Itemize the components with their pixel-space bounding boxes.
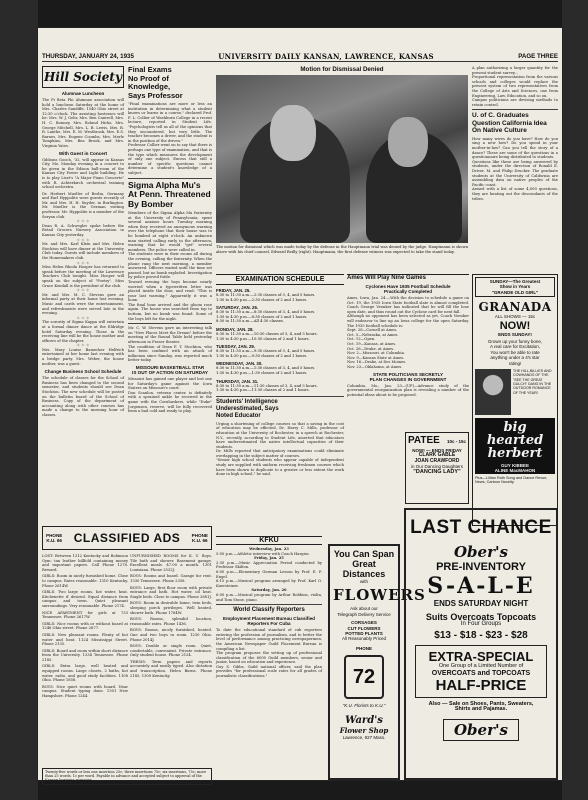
exam-day-label: MONDAY, JAN. 28. xyxy=(216,326,254,332)
granada-blurb-lines xyxy=(475,339,555,366)
patee-name: PATEE xyxy=(408,435,440,446)
blurb-line: rating! xyxy=(508,360,522,366)
subhead-line: Practically Completed xyxy=(384,289,432,294)
tagline-line: SUNDAY—The Greatest xyxy=(489,279,541,284)
exam-day-label: WEDNESDAY, JAN. 30. xyxy=(216,361,263,367)
schedule-item: Sept. 28—Cornell at Ames. xyxy=(347,328,398,333)
classified-title: CLASSIFIED ADS xyxy=(73,531,181,545)
classified-rates-note: Twenty-five words or less one insertion 25c; three insertions 75c; six insertions, 75c; more than 25 words, 1c per word. Payable in advance and accepted subject to approval of the Kansan business manager. xyxy=(42,768,212,785)
classified-phone-right xyxy=(192,533,208,543)
flowers-headline xyxy=(333,549,395,579)
headline-line: Great Distances xyxy=(342,559,386,579)
patee-theater-ad xyxy=(405,432,469,504)
kfku-line: 5:00 p.m.—Athletic interview with Coach Hargiss. xyxy=(216,551,310,556)
news-column-2 xyxy=(128,66,212,524)
students-intelligence-headline xyxy=(216,399,344,420)
article-paragraph: Although no opponent has been selected as yet, Coach Veenker will endeavor to line up an Iowa college for the open Saturday. The 1935 football schedule is: xyxy=(347,314,469,328)
obers-sale-ad xyxy=(404,508,558,780)
classified-ad: BOYS: Room in desirable home, twin beds, sleeping porch privileges. Well heated, shower bath. Phone 1764W. xyxy=(130,601,212,615)
schedule-item: Nov. 2—Missouri, at Columbia. xyxy=(347,351,405,356)
subhead-line: MISSOURI BASKETBALL STAR xyxy=(135,365,205,370)
newspaper-page[interactable] xyxy=(38,28,562,783)
ames-headline xyxy=(347,274,469,282)
product-line: All Reasonably Priced xyxy=(341,636,387,642)
flowers-products xyxy=(333,620,395,642)
patee-star: JOAN CRAWFORD xyxy=(414,457,460,464)
granada-now: NOW! xyxy=(499,319,531,332)
extra-group-items: OVERCOATS and TOPCOATS xyxy=(431,669,531,677)
section-divider: ＊ ＊ ＊ xyxy=(76,219,90,224)
article-paragraph: Members of the Sigma Alpha Mu fraternity at the University of Pennsylvania, spent several anxious hours Tuesday morning when they received an anonymous warning over the telephone that their house was to be bombed at eight o'clock. An unknown man started calling early in the afternoon, warning that he would "get" several members. The police were called in. xyxy=(128,211,212,252)
patee-in: in Our Dancing Daughters xyxy=(410,464,464,470)
flowers-slogan: "K.U. Florists to K.U." xyxy=(342,703,386,709)
section-divider: ＊ ＊ ＊ xyxy=(76,288,90,293)
last-chance-heading: LAST CHANCE xyxy=(410,517,552,538)
granada-portrait-row xyxy=(475,369,555,415)
classified-ad: LOST: Between 1312 Kentucky and Robinson Gym: tan leather billfold containing money and important papers. Call Phone 1278. Reward. xyxy=(42,554,128,572)
product-line: CORSAGES xyxy=(351,620,377,626)
exam-line: 1:30 to 4:30 p.m.—8:30 classes of 2 and 1 hours. xyxy=(216,314,308,319)
flowers-telegraph xyxy=(333,606,395,617)
flowers-phone-label: PHONE xyxy=(355,645,372,651)
ames-subhead xyxy=(347,284,469,294)
headline-line: Students' Intelligence xyxy=(216,398,278,405)
exam-line: 8:30 to 11:30 a.m.—9:30 classes of 3, 4, and 5 hours. xyxy=(216,349,316,354)
exam-schedule xyxy=(216,274,344,477)
schedule-item: Oct. 5—Nebraska, at Ames. xyxy=(347,332,399,337)
article-paragraph: "Final examinations are more or less an institution in determining what a student knows or learns in a course," declared Prof. F. L. Collier of Washburn College in a recent lecture, reported in Student Life. "Psychologists tell us all of the opinions that they encountered, but very little. The teacher becomes a driver, and the student is in the position of the driven." xyxy=(128,102,212,143)
headline-line: Question California Idea xyxy=(472,119,547,127)
extra-group-line: One Group of a Limited Number of xyxy=(438,663,524,670)
kfku-line: Wednesday, Jan. 23 xyxy=(249,547,289,551)
flowers-name: FLOWERS xyxy=(333,586,426,605)
classified-ad: GIRLS: Room in nicely furnished home. Close to campus. Rates reasonable. 1310 Kentucky. Phone 2614W. xyxy=(42,574,128,588)
classified-ad: BOYS: Double or single room. Quiet, comfortable, convenient. Private entrance. Only student house. Phone 2124. xyxy=(130,644,212,658)
granada-ends: ENDS SUNDAY! xyxy=(498,331,532,337)
exam-day-label: FRIDAY, JAN. 25. xyxy=(216,288,251,293)
article-paragraph: Don Scanlon, veteran center, is definitely with a sprained ankle he received in the game with the Cornhuskers, while "Duke" Jorgensen, reserve, will be fully recovered from a bad cold and ready to play. xyxy=(128,390,212,414)
kfku-line: Saturday, Jan. 26 xyxy=(251,588,287,593)
left-dark-margin xyxy=(0,0,38,800)
exam-line: 8:30 to 11:30 a.m.—All 4:30 classes. xyxy=(216,319,284,324)
title-line: herbert xyxy=(487,446,543,462)
photo-figure-face-left xyxy=(270,105,316,161)
flowers-phone-number: 72 xyxy=(344,655,384,699)
exam-day xyxy=(216,327,344,341)
blurb-line: anything under a 4's star xyxy=(490,355,540,361)
divider xyxy=(216,604,322,605)
article-paragraph: Guy S. Gibbs, Guild national officer, said the plan provides "for professional scale rates for all grades of journalistic classifications." xyxy=(216,664,322,679)
exam-line: 1:30 to 4:30 p.m.—11:30 classes of 2 and 1 hours. xyxy=(216,388,310,393)
cast-line: ALINE MacMAHON xyxy=(494,468,536,474)
classified-ad: GIRLS: Two large rooms, hot water, heat. Kitchenette if desired. Equal distance from campus and town. Quiet pleasant surroundings. Very reasonable. Phone 2174. xyxy=(42,590,128,608)
article-paragraph: Ames, Iowa, Jan. 24.—With the decision to schedule a game on Oct. 19, the 1935 Iowa State football slate is almost completed. Coach George Veenker has indicated that he will fill the lone open date, and thus round out the Cyclone card for next fall. xyxy=(347,296,469,314)
society-text: Miss Helen Rhoda Hooper has returned to speak before the meeting of the Lawrence Teachers Club tonight. Miss Hooper will speak on the subject of "Poetry". Miss Grace Kendall is the president of the club. xyxy=(42,265,124,288)
exam-day xyxy=(216,379,344,393)
society-text: Mr. and Mrs. M. C. Stevens gave an informal party at their home last evening. Music and cards were the entertainment, and refreshments were served late in the evening. xyxy=(42,292,124,316)
news-photo xyxy=(216,75,468,243)
granada-plus: Plus—Lillian Roth Song and Dance Revue, News, Cartoon Novelty. xyxy=(475,475,548,485)
article-paragraph: Campus politicians are devising methods to retain control. xyxy=(472,98,558,107)
patee-film: "DANCING LADY" xyxy=(413,468,461,475)
subhead-line: PLAN CHANGES IN GOVERNMENT xyxy=(369,376,447,382)
masthead xyxy=(42,52,558,62)
extra-special-box xyxy=(415,645,547,697)
exam-line: 8:30 to 11:30 a.m.—10:30 classes of 3, 4, and 5 hours. xyxy=(216,331,318,336)
divider xyxy=(128,323,212,324)
divider xyxy=(472,109,558,110)
flowers-with: with xyxy=(359,579,368,584)
article-paragraph: "Senior high school students who appear capable of independent study are supplied with uniform receiving freshmen courses which have been shown to duplicate to a greater or less extent the work done in high school," he said. xyxy=(216,458,344,477)
sale-heading: S-A-L-E xyxy=(427,573,535,599)
article-paragraph: Dr. Mills reported that anticipatory examinations could eliminate overlapping in the subject matter of courses. xyxy=(216,449,344,458)
price-groups: $13 - $18 - $23 - $28 xyxy=(434,630,528,642)
obers-logo: Ober's xyxy=(453,543,509,561)
photo-figure-face-right xyxy=(388,117,428,167)
exam-line: 8:30 to 11:30 a.m.—2:30 classes of 3, 4, and 5 hours. xyxy=(216,293,316,297)
blurb-line: You won't be able to rate xyxy=(490,349,540,355)
headline-line: Ames Will Play Nine Games xyxy=(347,275,426,281)
california-headline xyxy=(472,112,558,135)
four-groups: In Four Groups xyxy=(460,621,502,627)
pre-inventory: PRE-INVENTORY xyxy=(436,561,526,573)
classified-ad: BOYS: Rooms, splendid location, reasonable rates. Phone 1436. xyxy=(130,617,212,626)
classified-ad: NICE APARTMENT for girls at 733 Tennessee. Phone 2617W. xyxy=(42,610,128,620)
section-divider: ＊ ＊ ＊ xyxy=(76,237,90,242)
article-paragraph: A plan authorizing a larger quantity for the present student survey... xyxy=(472,66,558,75)
article-paragraph: The condition of Dean F. T. Stockton, who has been confined with an attack of influenza since Sunday, was reported much better today. xyxy=(128,344,212,363)
society-text: The sorority of Sigma Kappa will entertain at a formal dinner dance at the Eldridge hotel Saturday evening. Those in the receiving line will be the house mother and officers of the chapter. xyxy=(42,320,124,343)
society-text: Gibbons Gooch, '32, will appear in Kansas City, Mo. Monday evening in a concert to be given in the Edison ball-room of the Kansas City Power and Light building. He is to play Liszt's "A Major Piano Concerto" with R. Achterkirch orchestral training school orchestra. xyxy=(42,157,124,190)
classified-ad: GIRLS: New pleasant rooms. Plenty of hot water and heat. 1124 Mississippi Street. Phone 2135. xyxy=(42,632,128,647)
article-paragraph: Mr. C. W. Stevens gave an interesting talk on "New Places Meet the Dream" before the meeting of the Round Table held yesterday afternoon in Fraser theater. xyxy=(128,326,212,345)
granada-name: GRANADA xyxy=(478,300,552,315)
exam-line: 8:30 to 11:30 a.m.—11:30 classes of 3, 4, and 5 hours. xyxy=(216,383,318,388)
headline-line: At Penn. Threatened xyxy=(128,189,211,199)
article-paragraph: Armed with a list of some 4,000 questions, they are hunting out the descendants of the tribes. xyxy=(472,187,558,201)
classified-ad: BOYS: Nice quiet rooms with board. Near campus. Student typing done. 1301 New Hampshire. Phone 1244. xyxy=(42,684,128,699)
final-exams-headline xyxy=(128,66,212,100)
society-text: Dean R. A. Schwegler spoke before the Retail Grocers Nursery Association in Kansas City yesterday. xyxy=(42,223,124,238)
article-paragraph: Proportional representation from the various schools and colleges would replace the present system of two representatives from the College of Arts and Sciences, one from Engineering, Law, Education, and so on. xyxy=(472,75,558,98)
photo-caption: The motion for dismissal which was made today by the defense in the Hauptmann trial was denied by the judge. Hauptmann is shown above with his chief counsel, Edward Reilly (right). Hauptmann, the first defense witness was expected to take the stand today. xyxy=(216,245,468,254)
reporters-headline: World Classify Reporters xyxy=(233,607,305,614)
society-text: Mrs. Mary Louise Bamecker Helfrich entertained at her home last evening with a bridge party. Mrs. Weber, the house mother, was a guest. xyxy=(42,347,124,366)
classified-ad: BOYS: Large, first floor room with private entrance and bath. Hot water, oil heat. Single beds. Close to campus. Phone 2681J. xyxy=(130,585,212,599)
headline-line: You Can Span xyxy=(333,549,395,559)
schedule-item: Oct. 26—Drake, at Ames. xyxy=(347,346,395,351)
classified-list-right xyxy=(130,554,212,766)
exam-line: 8:30 to 11:30 a.m.—1:30 classes of 3, 4, and 5 hours. xyxy=(216,366,316,371)
schedule-item: Oct. 12—Open. xyxy=(347,337,376,342)
classified-ad: GIRLS: Extra large, well heated and equipped rooms. Large closets, 2 baths, hot water, radio, and good study facilities. 1108 Ohio. Phone 1858. xyxy=(42,664,128,683)
patee-price: 10c - 15c xyxy=(446,439,466,444)
society-head: Alumnae Luncheon xyxy=(61,91,105,96)
headline-line: No Proof of Knowledge, xyxy=(128,73,171,91)
article-paragraph: Toward evening the boys became nearly worried when a typewritten letter was placed inside the door, and read: "This is your last warning." Apparently it was a hoax. xyxy=(128,279,212,303)
extra-special-heading: EXTRA-SPECIAL xyxy=(428,649,534,665)
subhead-line: Cyclones Have 1935 Football Schedule xyxy=(365,284,451,289)
ames-article xyxy=(347,274,469,428)
reporters-subhead: Employment Placement Bureau Classified Reporters For Cuba xyxy=(223,616,315,627)
kfku-line: 6:15 p.m.—Musical program arranged by Prof. Karl O. Kuersteiner. xyxy=(216,579,322,588)
article-paragraph: Missouri has gained one player and lost one for Saturday's game against the Iowa Staters on Missouri's court. xyxy=(128,377,212,391)
subhead-line: STATE POLITICIANS SECRETLY xyxy=(372,371,444,377)
granada-prices: ALL SHOWS — 15c xyxy=(494,314,536,320)
society-text: Mr. and Mrs. Karl Klein and Mrs. Helen Stockton will have dinner at the University Club today. Guests will include members of the Homemakers club. xyxy=(42,242,124,260)
news-column-right xyxy=(472,66,558,272)
tagline-line: Show in Years xyxy=(499,284,531,290)
article-paragraph: Professor Collier went on to say that there is perhaps one type of examination, and that is the type which measures the development of only one subject. Excess that still a number of specific questions cannot determine a student's knowledge of a subject. xyxy=(128,143,212,175)
text-line: Telegraph Delivery Service xyxy=(337,611,391,617)
masthead-page: PAGE THREE xyxy=(518,53,558,60)
society-item xyxy=(42,151,124,190)
title-line: hearted xyxy=(486,433,544,449)
classified-phone-left xyxy=(46,533,62,543)
headline-line: Says Professor xyxy=(128,90,183,100)
hill-society-title: Hill Society xyxy=(42,66,124,88)
article-paragraph: To date the educational standard of cub reporters entering the profession of journalism, and to better the level of performance among practicing newspapermen, the American Newspaper Guild Placement Bureau is compiling a list. xyxy=(216,628,322,651)
society-item xyxy=(42,91,124,149)
exam-line: 8:30 to 11:30 a.m.—8:30 classes of 3, 4, and 5 hours. xyxy=(216,310,316,315)
granada-film-blurb: THE HILL-BILLIES AND COWHANDS OF THE "SEE THE GREAT GULCH" GANG IN THE OUTDOOR ROMANCE OF THE YEAR! xyxy=(513,369,552,395)
granada-cast xyxy=(475,463,555,474)
big-hearted-herbert-title xyxy=(475,418,555,463)
exam-day-label: TUESDAY, JAN. 29. xyxy=(216,344,256,350)
patee-star: CLARK GABLE xyxy=(418,452,456,459)
photo-block xyxy=(216,66,468,254)
exam-day xyxy=(216,361,344,375)
headline-line: Underestimated, Says xyxy=(216,405,279,412)
flowers-shop-logo xyxy=(333,715,395,735)
patee-header xyxy=(408,435,466,446)
classified-ad: BOYS: Rooms, nicely furnished, heated. One and two boys in room. 1230 Ohio. Phone 2014J. xyxy=(130,628,212,642)
obers-logo-bottom: Ober's xyxy=(443,719,519,741)
blurb-line: A real care for Excitation, xyxy=(489,344,541,350)
article-paragraph: How many wives do you have? How do you sing a new how? Do you spend in your mother-in-law? Can you tell the story of a dance? These are some of the questions in a questionnaire being distributed to students. xyxy=(472,136,558,160)
headline-line: On Native Culture xyxy=(472,127,527,135)
half-price: HALF-PRICE xyxy=(435,676,527,694)
classified-list-left xyxy=(42,554,128,766)
photo-title: Motion for Dismissal Denied xyxy=(300,66,384,73)
classified-ad: BOYS: Rooms and board. Garage for rent. 1330 Tennessee. Phone 2358. xyxy=(130,574,212,583)
granada-tagline xyxy=(475,277,555,297)
title-line: big xyxy=(503,420,527,436)
kfku-line: Friday, Jan. 25 xyxy=(254,556,284,561)
basketball-subhead xyxy=(128,365,212,375)
phone-number: K.U. 66 xyxy=(192,538,208,543)
product-line: POTTED PLANTS xyxy=(345,631,383,637)
cast-line: GUY KIBBEE xyxy=(501,463,529,469)
schedule-item: Oct. 19—Kansas, at Ames. xyxy=(347,341,397,346)
also-sale xyxy=(409,702,553,713)
exam-day-label: THURSDAY, JAN. 31. xyxy=(216,378,259,384)
masthead-title: UNIVERSITY DAILY KANSAN, LAWRENCE, KANSAS xyxy=(218,52,434,61)
classified-ad: THESIS: Term papers and reports accurately and neatly typed. Also dictation and transcription. Helen Burns. Phone 2185, 1300 Kentucky. xyxy=(130,659,212,678)
schedule-item: Nov. 23—Oklahoma, at Ames. xyxy=(347,364,403,369)
suits-line: Suits Overcoats Topcoats xyxy=(425,612,537,622)
exam-line: 1:30 to 4:30 p.m.—10:30 classes of 2 and 1 hours. xyxy=(216,336,310,341)
schedule-item: Nov. 16—Drake, at Des Moines. xyxy=(347,360,407,365)
exam-line: 1:30 to 4:30 p.m.—2:30 classes of 2 and 1 hours. xyxy=(216,297,308,302)
society-text: The Pi Beta Phi Alumnae association will hold a luncheon Saturday at the home of Mrs. Charles Sandiffe, 1540 Ohio street at 12:30 o'clock. The assisting hostesses will be: Mrs. W. J. Gehr, Mrs. Ben Cantrell, Mrs. H. C. Bonney, Mrs. Roland Hicks, Mrs. George Mitchell, Mrs. L. B. Lewis, Mrs. R. R. Lanthe, Mrs. E. M. Westbrook, Mrs. E.S. Barnes, Mrs. Eugene Coombs, Mrs. Merle Tompkins, Mrs. Bea Brook, and Mrs. Virginia Yates. xyxy=(42,98,124,148)
politicians-subhead xyxy=(347,372,469,382)
patee-now: NOW! — ENDS FRIDAY xyxy=(412,448,462,453)
exam-day xyxy=(216,305,344,324)
shop-line: Flower Shop xyxy=(339,725,389,735)
society-head: Change Business School Schedule xyxy=(44,369,122,375)
also-line: Shirts and Pajamas. xyxy=(454,706,508,713)
classified-ad: UNFURNISHED ROOMS for K. U. Boys. Tile bath and shower. Basement garage. Excellent meals. $7.00 a month. 1301 Louisiana. Phone 2532J. xyxy=(130,554,212,572)
divider xyxy=(216,396,344,397)
kfku-line: 6:00 p.m.—Musical program by Arthur Robbins, violin, and Tom Stone, piano. xyxy=(216,592,322,602)
also-line: Also — Sale on Shoes, Pants, Sweaters, xyxy=(428,700,534,707)
text-line: Ask about our xyxy=(350,606,378,612)
sigma-alpha-headline xyxy=(128,181,212,210)
product-line: CUT FLOWERS xyxy=(347,625,381,631)
headline-line: By Bomber xyxy=(128,198,174,209)
exam-day xyxy=(216,288,344,302)
article-paragraph: The final hour arrived and the gloom rose again. The house was searched from top to bottom, but no bomb was found. Some of the boys left for the night. xyxy=(128,302,212,321)
subhead-line: IS OUT OF ACTION ON SATURDAY xyxy=(132,370,208,375)
right-dark-margin xyxy=(562,0,588,800)
exam-schedule-title: EXAMINATION SCHEDULE xyxy=(216,274,344,285)
classified-header xyxy=(42,526,212,550)
article-paragraph: The program proposes the setting up of professional classification of the 6000 Guild members, senior and junior, based on education and experience. xyxy=(216,651,322,665)
kfku-line: 6:00 p.m.—Elementary German Lesson by Prof. E. F. Engel. xyxy=(216,569,322,579)
exam-line: 1:30 to 4:30 p.m.—1:30 classes of 2 and 1 hours. xyxy=(216,370,308,375)
article-paragraph: Urging a shortening of college courses so that a saving in the cost of education may be effected, Dr. Harry C. Mills, professor of education at the University of Rochester, in a speech at Rochester, N.Y., recently, according to Student Life, asserted that educators have underestimated the native intellectual capacities of their students. xyxy=(216,421,344,449)
blurb-line: Grown up your funny bone, xyxy=(487,339,543,345)
hill-society-column xyxy=(42,66,124,524)
masthead-date: THURSDAY, JANUARY 24, 1935 xyxy=(42,53,134,60)
kfku-line: 2:30 p.m.—Music Appreciation Period conducted by Professor Skilton. xyxy=(216,560,322,570)
article-paragraph: The students were in their rooms all during the evening, calling the fraternity. When the phone rang the next morning, a member answered. Officers waited until the time set passed, but no bomb exploded. Investigation by police proved futile. xyxy=(128,252,212,280)
article-paragraph: Columbia, Mo., Jan. 23—(UP)—Advance study of the governmental reorganization plan is revealing a number of the potential ideas about to be proposed. xyxy=(347,383,469,397)
schedule-item: Nov. 9—Kansas State at Ames. xyxy=(347,355,405,360)
society-text: The schedule of classes for the School of Business has been changed to the second semester, and students should see Dean Stockton. The new schedule will be posted on the bulletin board of the School of Business. Copy of the department of accounting along with other courses has made a change to the morning hour of classes. xyxy=(42,376,124,417)
classified-ad: GIRLS: Board and room within short distance from the University. 1334 Tennessee. Phone 2185. xyxy=(42,648,128,662)
kfku-radio-schedule xyxy=(216,536,322,776)
exam-day-label: SATURDAY, JAN. 26. xyxy=(216,305,259,311)
flowers-address: Lawrence, 927 Mass. xyxy=(342,734,386,740)
society-text: Dr. Herbert Mueller of Berlin, Germany and Earl Hyppolite were guests recently of Mr. and Mrs. H. H. Snyder, in Burlington. Mr. Mueller is the German visiting professor. Mr. Hyppolite is a member of the Seryan club. xyxy=(42,191,124,219)
phone-label: PHONE xyxy=(46,532,63,538)
kfku-title: KFKU xyxy=(216,536,322,545)
headline-line: U. of C. Graduates xyxy=(472,112,529,120)
section-divider: ＊ ＊ ＊ xyxy=(76,343,90,348)
ends-saturday: ENDS SATURDAY NIGHT xyxy=(433,599,529,608)
section-divider: ＊ ＊ ＊ xyxy=(76,260,90,265)
phone-number: K.U. 66 xyxy=(46,538,62,543)
society-head: With Guest in Concert xyxy=(58,150,108,156)
headline-line: Final Exams xyxy=(128,65,172,74)
exam-day xyxy=(216,344,344,358)
divider xyxy=(128,178,212,179)
headline-line: Sigma Alpha Mu's xyxy=(128,179,201,190)
section-divider: ＊ ＊ ＊ xyxy=(76,315,90,320)
article-paragraph: Questions like these are being answered by students, under the direction of Ronald E. Driver, M. and Philip Drucker. The graduate students at the University of California are assembling data on native peoples of the Pacific coast. xyxy=(472,159,558,187)
actor-portrait xyxy=(475,369,511,415)
classified-ad: GIRLS: Nice rooms with or without board at 1246 Ohio street. Phone 2677. xyxy=(42,621,128,631)
shop-line: Ward's xyxy=(345,714,383,726)
tagline-line: "GRANDE OLD GIRL" xyxy=(491,289,539,295)
flowers-ad xyxy=(328,544,426,780)
granada-theater-ad xyxy=(472,274,558,526)
exam-line: 1:30 to 4:30 p.m.—9:30 classes of 2 and 1 hours. xyxy=(216,353,308,358)
headline-line: Noted Educator xyxy=(216,412,261,419)
phone-label: PHONE xyxy=(191,532,208,538)
